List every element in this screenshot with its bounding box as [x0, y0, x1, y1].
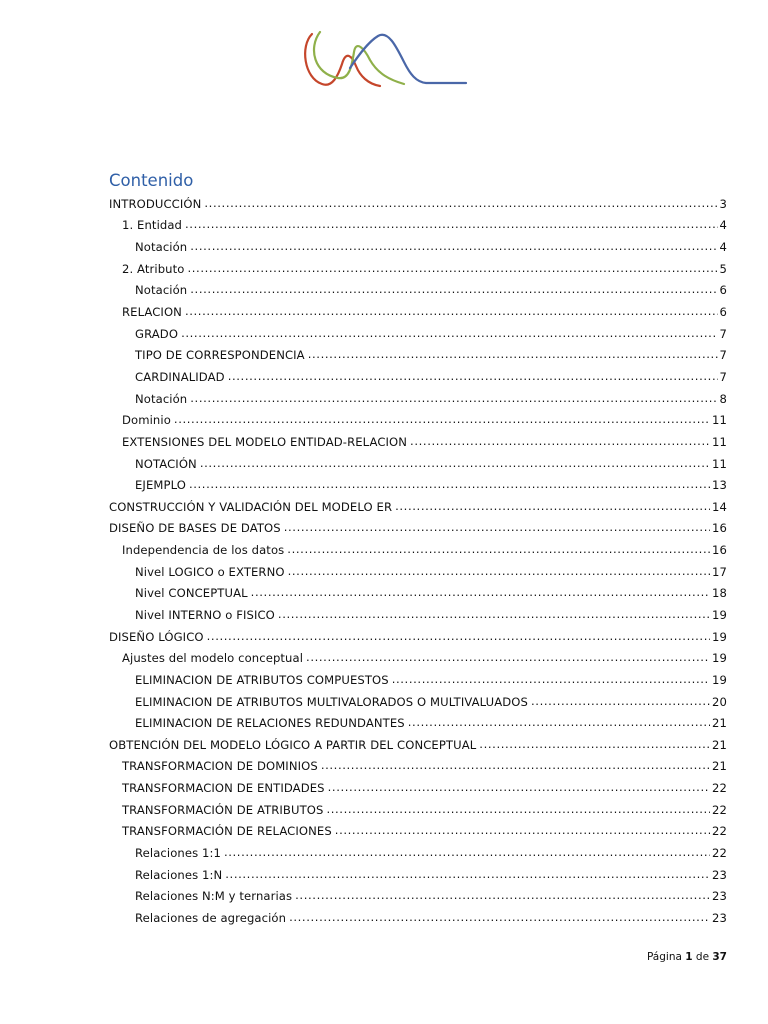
toc-entry-title: TIPO DE CORRESPONDENCIA	[135, 348, 308, 362]
dot-leader	[284, 523, 710, 535]
toc-entry-page: 6	[719, 305, 727, 320]
toc-entry-title: TRANSFORMACION DE DOMINIOS	[122, 759, 321, 773]
toc-entry-title: Notación	[135, 283, 190, 297]
dot-leader	[224, 848, 710, 860]
toc-entry-page: 5	[719, 261, 727, 276]
toc-title: Contenido	[109, 171, 194, 190]
toc-entry-page: 7	[719, 369, 727, 384]
dot-leader	[395, 502, 710, 514]
toc-entry-title: Nivel CONCEPTUAL	[135, 586, 251, 600]
dot-leader	[187, 264, 717, 276]
page-label: Página	[646, 951, 682, 963]
toc-entry-page: 23	[712, 889, 727, 904]
toc-entry-page: 16	[712, 543, 727, 558]
dot-leader	[190, 285, 717, 297]
toc-entry-title: ELIMINACION DE ATRIBUTOS COMPUESTOS	[135, 673, 392, 687]
toc-entry[interactable]	[109, 539, 727, 561]
toc-entry[interactable]	[109, 669, 727, 691]
toc-entry[interactable]	[109, 604, 727, 626]
dot-leader	[306, 653, 710, 665]
dot-leader	[326, 805, 710, 817]
toc-entry[interactable]	[109, 323, 727, 345]
toc-entry-title: Relaciones de agregación	[135, 911, 289, 925]
toc-entry-page: 22	[712, 846, 727, 861]
toc-entry-page: 7	[719, 326, 727, 341]
of-label: de	[695, 951, 710, 963]
toc-entry-title: INTRODUCCIÓN	[109, 197, 204, 211]
toc-entry-page: 8	[719, 391, 727, 406]
toc-entry-title: Notación	[135, 392, 190, 406]
dot-leader	[479, 740, 710, 752]
toc-entry[interactable]	[109, 344, 727, 366]
toc-entry-page: 7	[719, 348, 727, 363]
toc-entry[interactable]	[109, 583, 727, 605]
toc-entry[interactable]	[109, 799, 727, 821]
toc-entry-page: 19	[712, 651, 727, 666]
dot-leader	[289, 913, 710, 925]
toc-entry-title: OBTENCIÓN DEL MODELO LÓGICO A PARTIR DEL CONCEPTUAL	[109, 738, 479, 752]
toc-entry-title: Relaciones 1:N	[135, 868, 225, 882]
dot-leader	[392, 675, 710, 687]
dot-leader	[295, 891, 710, 903]
toc-entry-page: 11	[712, 413, 727, 428]
toc-entry-page: 17	[712, 564, 727, 579]
toc-entry[interactable]	[109, 409, 727, 431]
toc-entry-page: 22	[712, 824, 727, 839]
toc-entry-title: ELIMINACION DE ATRIBUTOS MULTIVALORADOS O MULTIVALUADOS	[135, 695, 531, 709]
toc-entry-title: 2. Atributo	[122, 262, 187, 276]
toc-entry-title: Ajustes del modelo conceptual	[122, 651, 306, 665]
dot-leader	[335, 826, 710, 838]
toc-entry-title: RELACION	[122, 305, 185, 319]
toc-entry[interactable]	[109, 821, 727, 843]
toc-entry-page: 4	[719, 240, 727, 255]
toc-entry-page: 13	[712, 478, 727, 493]
toc-entry-title: Notación	[135, 240, 190, 254]
toc-entry-title: EXTENSIONES DEL MODELO ENTIDAD-RELACION	[122, 435, 410, 449]
toc-entry-page: 6	[719, 283, 727, 298]
toc-entry-title: Relaciones 1:1	[135, 846, 224, 860]
toc-entry-page: 4	[719, 218, 727, 233]
toc-entry[interactable]	[109, 258, 727, 280]
dot-leader	[190, 242, 717, 254]
toc-entry-page: 21	[712, 759, 727, 774]
dot-leader	[189, 480, 710, 492]
dot-leader	[251, 588, 710, 600]
toc-entry[interactable]	[109, 431, 727, 453]
toc-entry-page: 21	[712, 716, 727, 731]
toc-entry-page: 18	[712, 586, 727, 601]
toc-entry[interactable]	[109, 712, 727, 734]
dot-leader	[278, 610, 710, 622]
toc-entry-page: 22	[712, 802, 727, 817]
toc-entry-title: Nivel LOGICO o EXTERNO	[135, 565, 288, 579]
dot-leader	[408, 718, 710, 730]
toc-entry-page: 23	[712, 867, 727, 882]
toc-entry[interactable]	[109, 453, 727, 475]
toc-entry[interactable]	[109, 236, 727, 258]
toc-entry[interactable]	[109, 215, 727, 237]
toc-entry-title: TRANSFORMACION DE ENTIDADES	[122, 781, 328, 795]
current-page-number: 1	[685, 951, 693, 963]
dot-leader	[185, 220, 718, 232]
toc-entry-page: 3	[719, 196, 727, 211]
toc-entry[interactable]	[109, 734, 727, 756]
toc-entry[interactable]	[109, 647, 727, 669]
toc-entry[interactable]	[109, 886, 727, 908]
toc-entry-title: NOTACIÓN	[135, 457, 200, 471]
toc-entry-title: GRADO	[135, 327, 181, 341]
total-pages-number: 37	[712, 951, 727, 963]
toc-entry-page: 19	[712, 629, 727, 644]
toc-entry-page: 19	[712, 607, 727, 622]
toc-entry[interactable]	[109, 193, 727, 215]
toc-entry[interactable]	[109, 561, 727, 583]
toc-entry-title: TRANSFORMACIÓN DE RELACIONES	[122, 824, 335, 838]
toc-entry-title: EJEMPLO	[135, 478, 189, 492]
toc-entry[interactable]	[109, 388, 727, 410]
toc-entry[interactable]	[109, 842, 727, 864]
dot-leader	[410, 437, 710, 449]
toc-entry[interactable]	[109, 474, 727, 496]
toc-entry-page: 16	[712, 521, 727, 536]
toc-entry-title: Dominio	[122, 413, 174, 427]
toc-entry-page: 11	[712, 456, 727, 471]
toc-entry[interactable]	[109, 864, 727, 886]
toc-entry[interactable]	[109, 496, 727, 518]
toc-entry-page: 14	[712, 499, 727, 514]
wave-curves-logo-icon	[298, 26, 470, 92]
toc-entry-title: 1. Entidad	[122, 218, 185, 232]
dot-leader	[308, 350, 718, 362]
toc-entry[interactable]	[109, 301, 727, 323]
dot-leader	[288, 567, 710, 579]
dot-leader	[204, 199, 717, 211]
toc-entry-page: 22	[712, 781, 727, 796]
table-of-contents	[109, 193, 727, 929]
dot-leader	[531, 697, 710, 709]
dot-leader	[228, 372, 718, 384]
toc-entry-page: 11	[712, 434, 727, 449]
toc-entry-title: Nivel INTERNO o FISICO	[135, 608, 278, 622]
dot-leader	[181, 329, 717, 341]
dot-leader	[225, 870, 710, 882]
dot-leader	[207, 632, 710, 644]
toc-entry-title: Relaciones N:M y ternarias	[135, 889, 295, 903]
toc-entry[interactable]	[109, 756, 727, 778]
dot-leader	[200, 459, 710, 471]
dot-leader	[174, 415, 710, 427]
toc-entry-title: DISEÑO LÓGICO	[109, 630, 207, 644]
toc-entry-title: CARDINALIDAD	[135, 370, 228, 384]
toc-entry-page: 23	[712, 910, 727, 925]
dot-leader	[287, 545, 710, 557]
page-footer	[647, 951, 727, 963]
toc-entry[interactable]	[109, 366, 727, 388]
toc-entry[interactable]	[109, 280, 727, 302]
toc-entry-page: 20	[712, 694, 727, 709]
dot-leader	[185, 307, 718, 319]
toc-entry-title: CONSTRUCCIÓN Y VALIDACIÓN DEL MODELO ER	[109, 500, 395, 514]
toc-entry[interactable]	[109, 691, 727, 713]
toc-entry-title: DISEÑO DE BASES DE DATOS	[109, 521, 284, 535]
toc-entry-title: TRANSFORMACIÓN DE ATRIBUTOS	[122, 803, 326, 817]
dot-leader	[190, 394, 717, 406]
toc-entry[interactable]	[109, 777, 727, 799]
toc-entry[interactable]	[109, 907, 727, 929]
toc-entry-title: ELIMINACION DE RELACIONES REDUNDANTES	[135, 716, 408, 730]
dot-leader	[328, 783, 710, 795]
toc-entry-title: Independencia de los datos	[122, 543, 287, 557]
toc-entry-page: 19	[712, 672, 727, 687]
toc-entry[interactable]	[109, 626, 727, 648]
dot-leader	[321, 761, 710, 773]
toc-entry-page: 21	[712, 737, 727, 752]
toc-entry[interactable]	[109, 518, 727, 540]
